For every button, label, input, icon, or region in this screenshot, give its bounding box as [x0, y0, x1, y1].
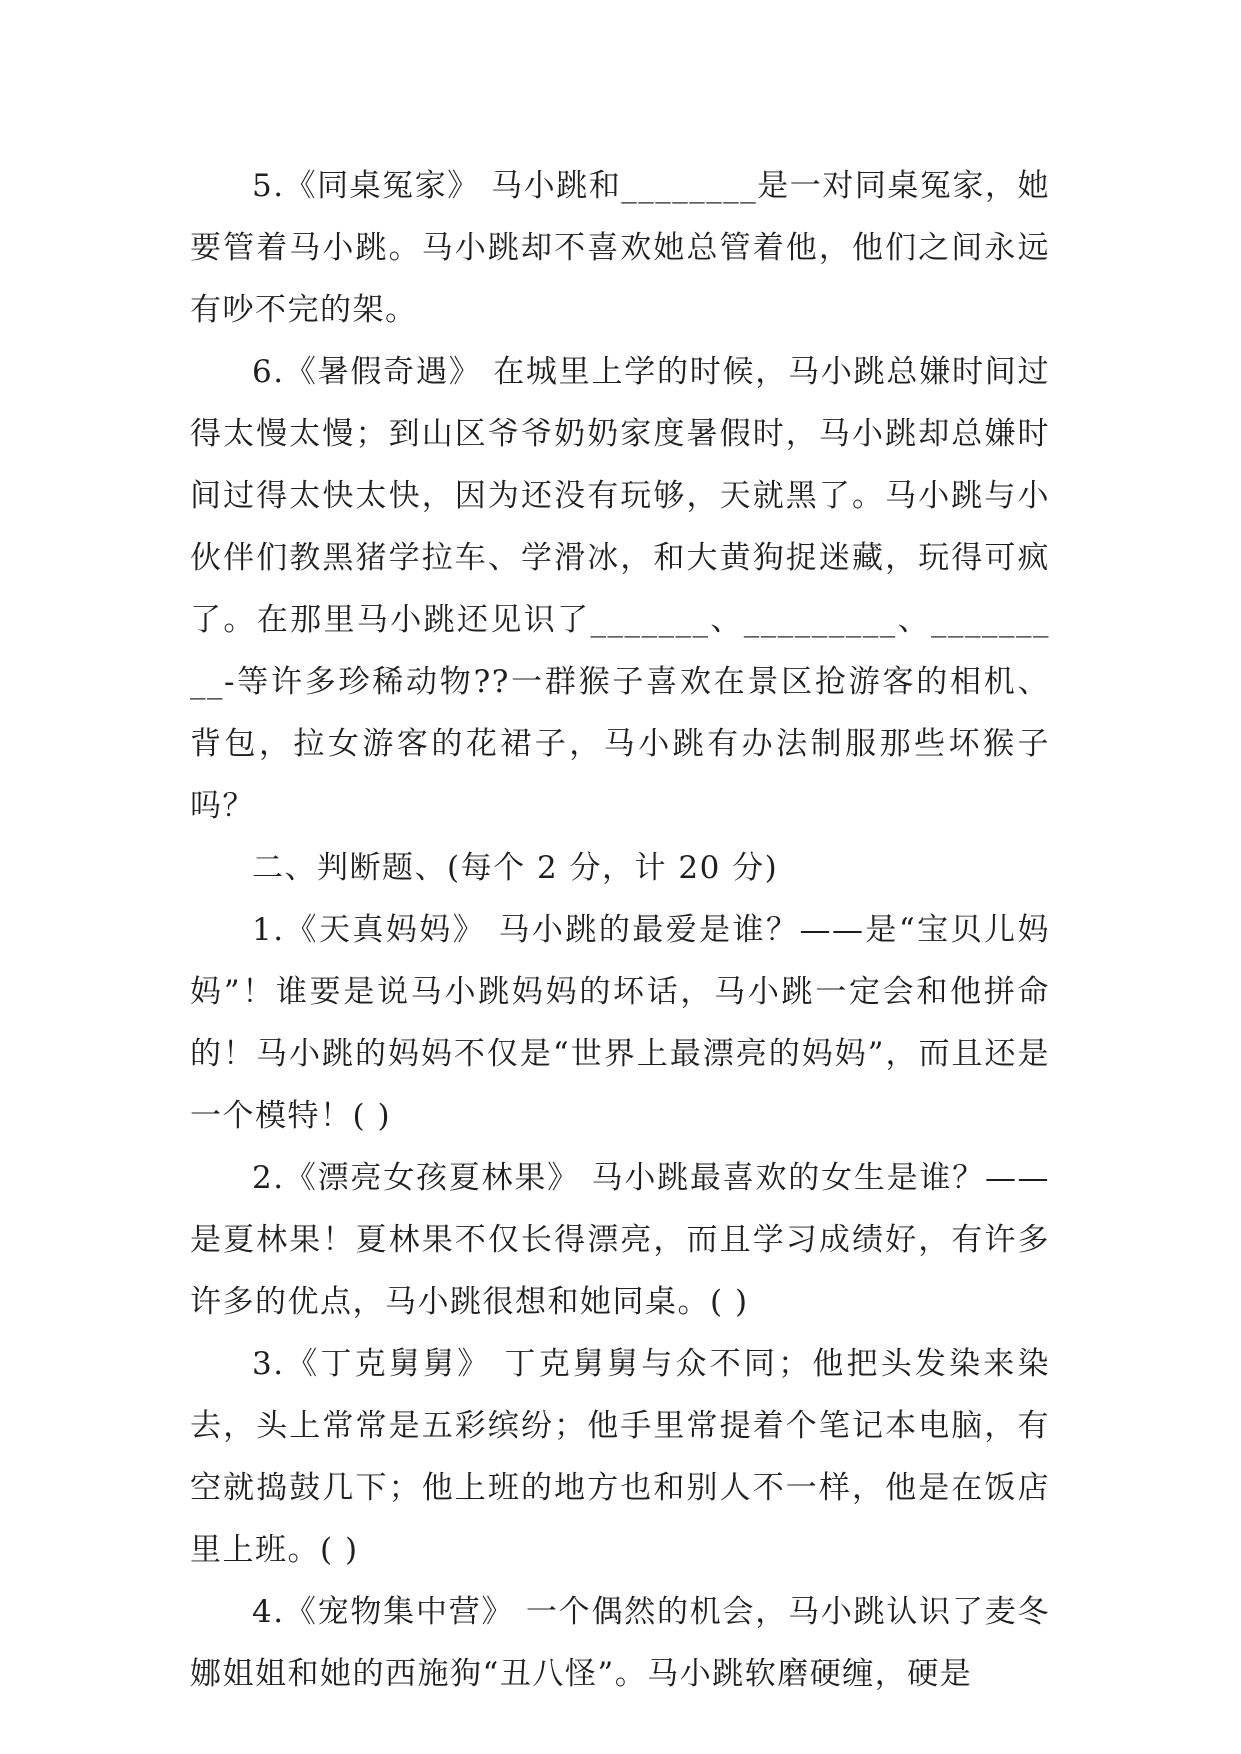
question-6-shujia-qiyu: 6.《暑假奇遇》 在城里上学的时候，马小跳总嫌时间过得太慢太慢；到山区爷爷奶奶家度暑假时，马小跳却总嫌时间过得太快太快，因为还没有玩够，天就黑了。马小跳与小伙伴们教黑猪学拉车、学滑冰，和大黄狗捉迷藏，玩得可疯了。在那里马小跳还见识了_______、_________、_________-等许多珍稀动物??一群猴子喜欢在景区抢游客的相机、背包，拉女游客的花裙子，马小跳有办法制服那些坏猴子吗？ — [190, 354, 1050, 824]
question-5-tongzhuo-yuanjia: 5.《同桌冤家》 马小跳和________是一对同桌冤家，她要管着马小跳。马小跳却不喜欢她总管着他，他们之间永远有吵不完的架。 — [190, 168, 1050, 328]
judgment-1-tianzhen-mama: 1.《天真妈妈》 马小跳的最爱是谁？——是“宝贝儿妈妈”！谁要是说马小跳妈妈的坏话，马小跳一定会和他拼命的！马小跳的妈妈不仅是“世界上最漂亮的妈妈”，而且还是一个模特！( ) — [190, 912, 1050, 1134]
document-body — [190, 155, 1050, 1705]
judgment-2-xia-linguo: 2.《漂亮女孩夏林果》 马小跳最喜欢的女生是谁？——是夏林果！夏林果不仅长得漂亮，而且学习成绩好，有许多许多的优点，马小跳很想和她同桌。( ) — [190, 1160, 1050, 1320]
judgment-4-chongwu-jizhongying: 4.《宠物集中营》 一个偶然的机会，马小跳认识了麦冬娜姐姐和她的西施狗“丑八怪”。马小跳软磨硬缠，硬是 — [190, 1594, 1050, 1692]
section-heading-judgment: 二、判断题、(每个 2 分，计 20 分) — [252, 850, 779, 886]
judgment-3-dingke-jiujiu: 3.《丁克舅舅》 丁克舅舅与众不同；他把头发染来染去，头上常常是五彩缤纷；他手里常提着个笔记本电脑，有空就捣鼓几下；他上班的地方也和别人不一样，他是在饭店里上班。( ) — [190, 1346, 1050, 1568]
